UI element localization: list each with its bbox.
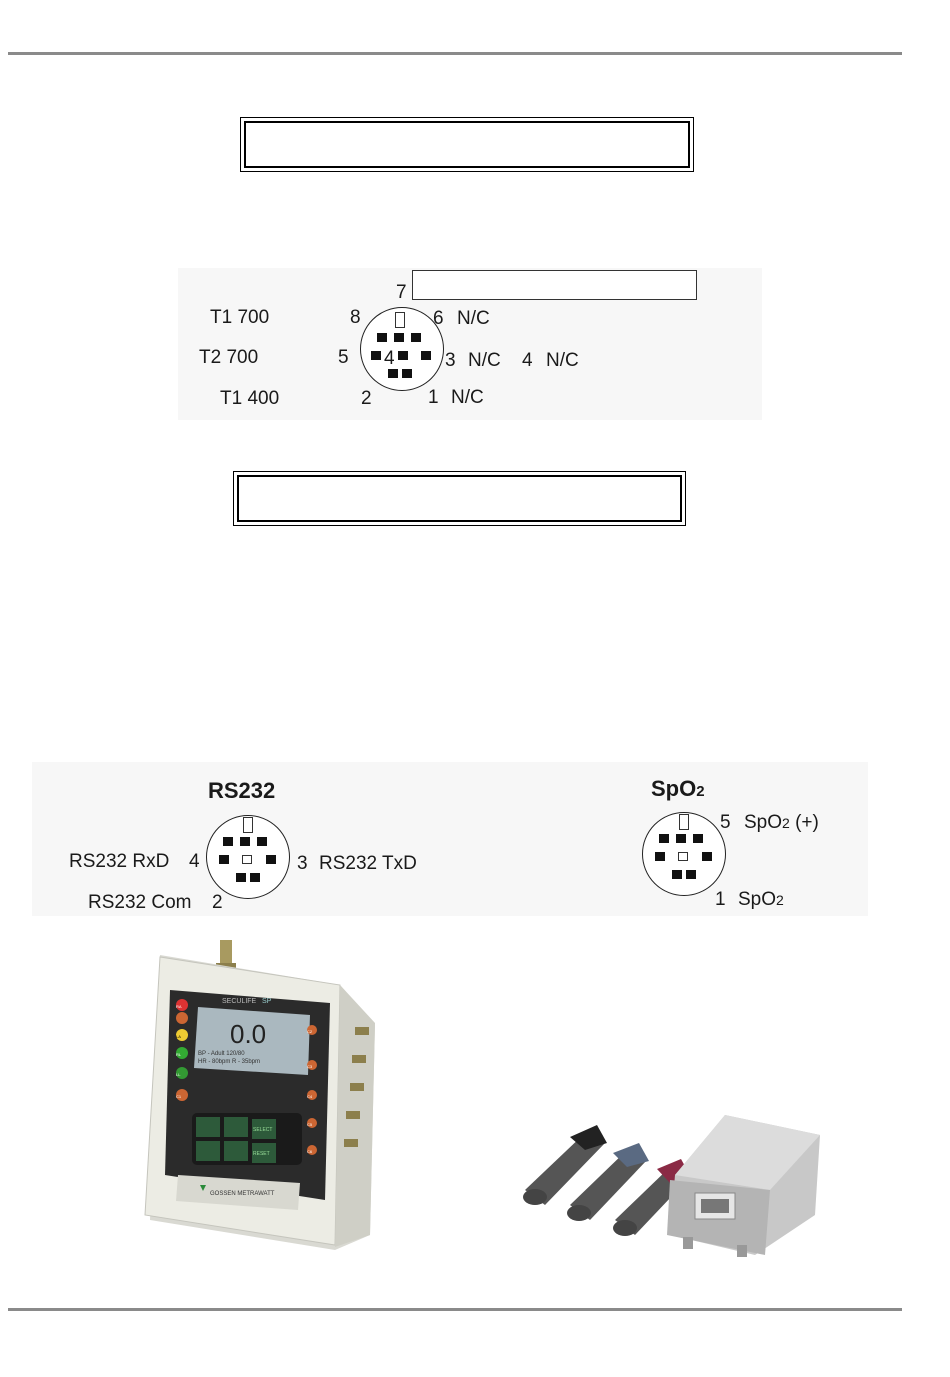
lead-c3: C3 bbox=[307, 1064, 313, 1069]
top-rule bbox=[8, 52, 902, 55]
device-model: SP bbox=[262, 998, 272, 1005]
t2-700-label: T2 700 bbox=[199, 347, 259, 368]
device-select-label: SELECT bbox=[253, 1127, 273, 1133]
spo2-title: SpO2 bbox=[651, 776, 705, 801]
device-display-line1: BP - Adult 120/80 bbox=[198, 1051, 245, 1057]
section-title-box-2 bbox=[233, 471, 686, 526]
device-maker: GOSSEN METRAWATT bbox=[210, 1191, 275, 1197]
pin1-nc: N/C bbox=[451, 387, 484, 408]
rs232-pin bbox=[236, 873, 246, 882]
rs232-pin bbox=[266, 855, 276, 864]
connector1-pin bbox=[394, 333, 404, 342]
lead-c2: C2 bbox=[307, 1029, 313, 1034]
device-brand: SECULIFE bbox=[222, 998, 257, 1005]
connector1-key bbox=[395, 312, 405, 328]
lead-c6: C6 bbox=[307, 1149, 313, 1154]
spo2-pin bbox=[702, 852, 712, 861]
spo2-center-pin bbox=[678, 852, 688, 861]
connector1-pin bbox=[411, 333, 421, 342]
rs232-pin bbox=[240, 837, 250, 846]
spo2-key bbox=[679, 814, 689, 830]
rs232-com-label: RS232 Com bbox=[88, 892, 192, 913]
connector1-pin bbox=[388, 369, 398, 378]
lead-la: LA bbox=[176, 1034, 181, 1039]
t1-700-label: T1 700 bbox=[210, 307, 270, 328]
device-photo bbox=[130, 935, 390, 1255]
connector1-pin bbox=[371, 351, 381, 360]
pin1-number: 1 bbox=[428, 387, 439, 408]
lead-c1: C1 bbox=[176, 1094, 182, 1099]
spo2-adapter-photo bbox=[515, 1095, 830, 1275]
device-display-value: 0.0 bbox=[230, 1019, 267, 1049]
lead-c4: C4 bbox=[307, 1094, 313, 1099]
spo2-pin bbox=[686, 870, 696, 879]
spo2-pin1-label: SpO2 bbox=[738, 889, 784, 910]
lead-rl: RL bbox=[176, 1052, 182, 1057]
pin6-number: 6 bbox=[433, 308, 444, 329]
spo2-pin1-number: 1 bbox=[715, 889, 726, 910]
pin6-nc: N/C bbox=[457, 308, 490, 329]
t1-400-label: T1 400 bbox=[220, 388, 280, 409]
rs232-title: RS232 bbox=[208, 778, 276, 803]
pin3-number: 3 bbox=[445, 350, 456, 371]
pin8-number: 8 bbox=[350, 307, 361, 328]
bottom-rule bbox=[8, 1308, 902, 1311]
rs232-pin bbox=[219, 855, 229, 864]
lead-ll: LL bbox=[176, 1072, 181, 1077]
pin4-inner-number: 4 bbox=[384, 348, 395, 369]
pin4-number: 4 bbox=[522, 350, 533, 371]
device-display-line2: HR - 80bpm R - 35bpm bbox=[198, 1059, 261, 1065]
rs232-com-pin: 2 bbox=[212, 892, 223, 913]
spo2-pin bbox=[693, 834, 703, 843]
spo2-pin bbox=[655, 852, 665, 861]
rs232-rxd-pin: 4 bbox=[189, 851, 200, 872]
section-title-box-1 bbox=[240, 117, 694, 172]
pin7-number: 7 bbox=[396, 282, 407, 303]
rs232-rxd-label: RS232 RxD bbox=[69, 851, 170, 872]
rs232-key bbox=[243, 817, 253, 833]
pin5-number: 5 bbox=[338, 347, 349, 368]
spo2-pin bbox=[659, 834, 669, 843]
rs232-pin bbox=[257, 837, 267, 846]
pin4-nc: N/C bbox=[546, 350, 579, 371]
spo2-pin5-number: 5 bbox=[720, 812, 731, 833]
device-reset-label: RESET bbox=[253, 1151, 270, 1157]
rs232-pin bbox=[250, 873, 260, 882]
spo2-adapter-box bbox=[667, 1115, 820, 1257]
connector1-pin bbox=[377, 333, 387, 342]
rs232-txd-label: RS232 TxD bbox=[319, 853, 417, 874]
rs232-txd-pin: 3 bbox=[297, 853, 308, 874]
rs232-pin bbox=[223, 837, 233, 846]
rs232-center-pin bbox=[242, 855, 252, 864]
connector1-pin bbox=[398, 351, 408, 360]
lead-ra: RA bbox=[176, 1004, 182, 1009]
connector1-pin bbox=[402, 369, 412, 378]
spo2-pin5-label: SpO2 (+) bbox=[744, 812, 819, 833]
pin2-number: 2 bbox=[361, 388, 372, 409]
pin3-nc: N/C bbox=[468, 350, 501, 371]
connector1-pin bbox=[421, 351, 431, 360]
lead-c5: C5 bbox=[307, 1122, 313, 1127]
spo2-pin bbox=[672, 870, 682, 879]
spo2-pin bbox=[676, 834, 686, 843]
pin7-label-box bbox=[412, 270, 697, 300]
